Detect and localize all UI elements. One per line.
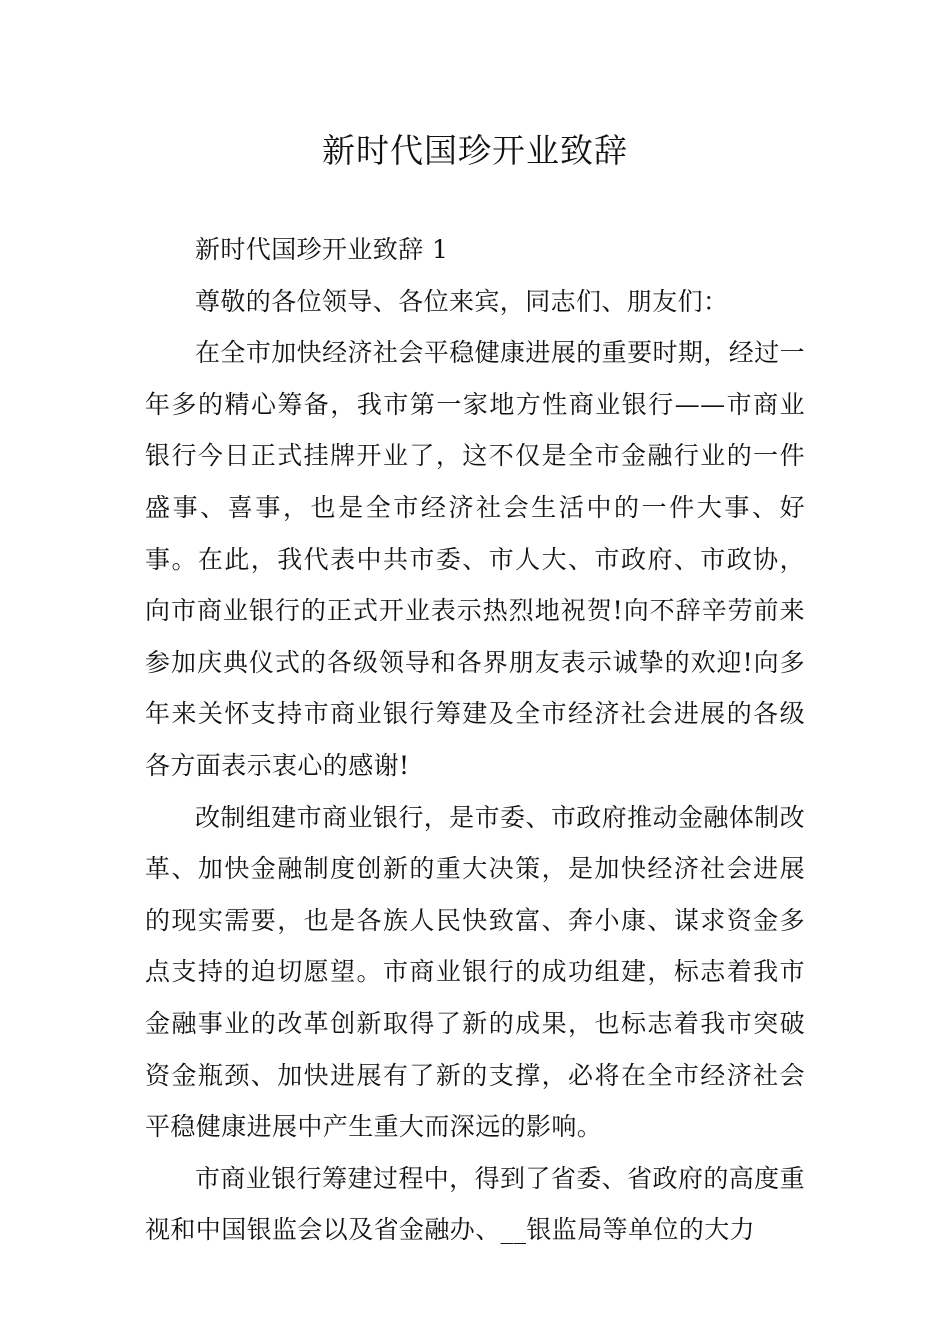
body-paragraph: 改制组建市商业银行，是市委、市政府推动金融体制改革、加快金融制度创新的重大决策，是加快经济社会进展的现实需要，也是各族人民快致富、奔小康、谋求资金多点支持的迫切愿望。市商业银行的成功组建，标志着我市金融事业的改革创新取得了新的成果，也标志着我市突破资金瓶颈、加快进展有了新的支撑，必将在全市经济社会平稳健康进展中产生重大而深远的影响。 bbox=[145, 802, 805, 1142]
section-heading: 新时代国珍开业致辞 1 bbox=[195, 235, 449, 264]
document-title: 新时代国珍开业致辞 bbox=[322, 131, 628, 170]
salutation-paragraph: 尊敬的各位领导、各位来宾，同志们、朋友们： bbox=[195, 286, 729, 316]
document-body bbox=[145, 224, 805, 1256]
body-paragraph: 市商业银行筹建过程中，得到了省委、省政府的高度重视和中国银监会以及省金融办、__银监局等单位的大力 bbox=[145, 1163, 805, 1245]
body-paragraph: 在全市加快经济社会平稳健康进展的重要时期，经过一年多的精心筹备，我市第一家地方性商业银行——市商业银行今日正式挂牌开业了，这不仅是全市金融行业的一件盛事、喜事，也是全市经济社会生活中的一件大事、好事。在此，我代表中共市委、市人大、市政府、市政协，向市商业银行的正式开业表示热烈地祝贺!向不辞辛劳前来参加庆典仪式的各级领导和各界朋友表示诚挚的欢迎!向多年来关怀支持市商业银行筹建及全市经济社会进展的各级各方面表示衷心的感谢! bbox=[145, 338, 805, 780]
